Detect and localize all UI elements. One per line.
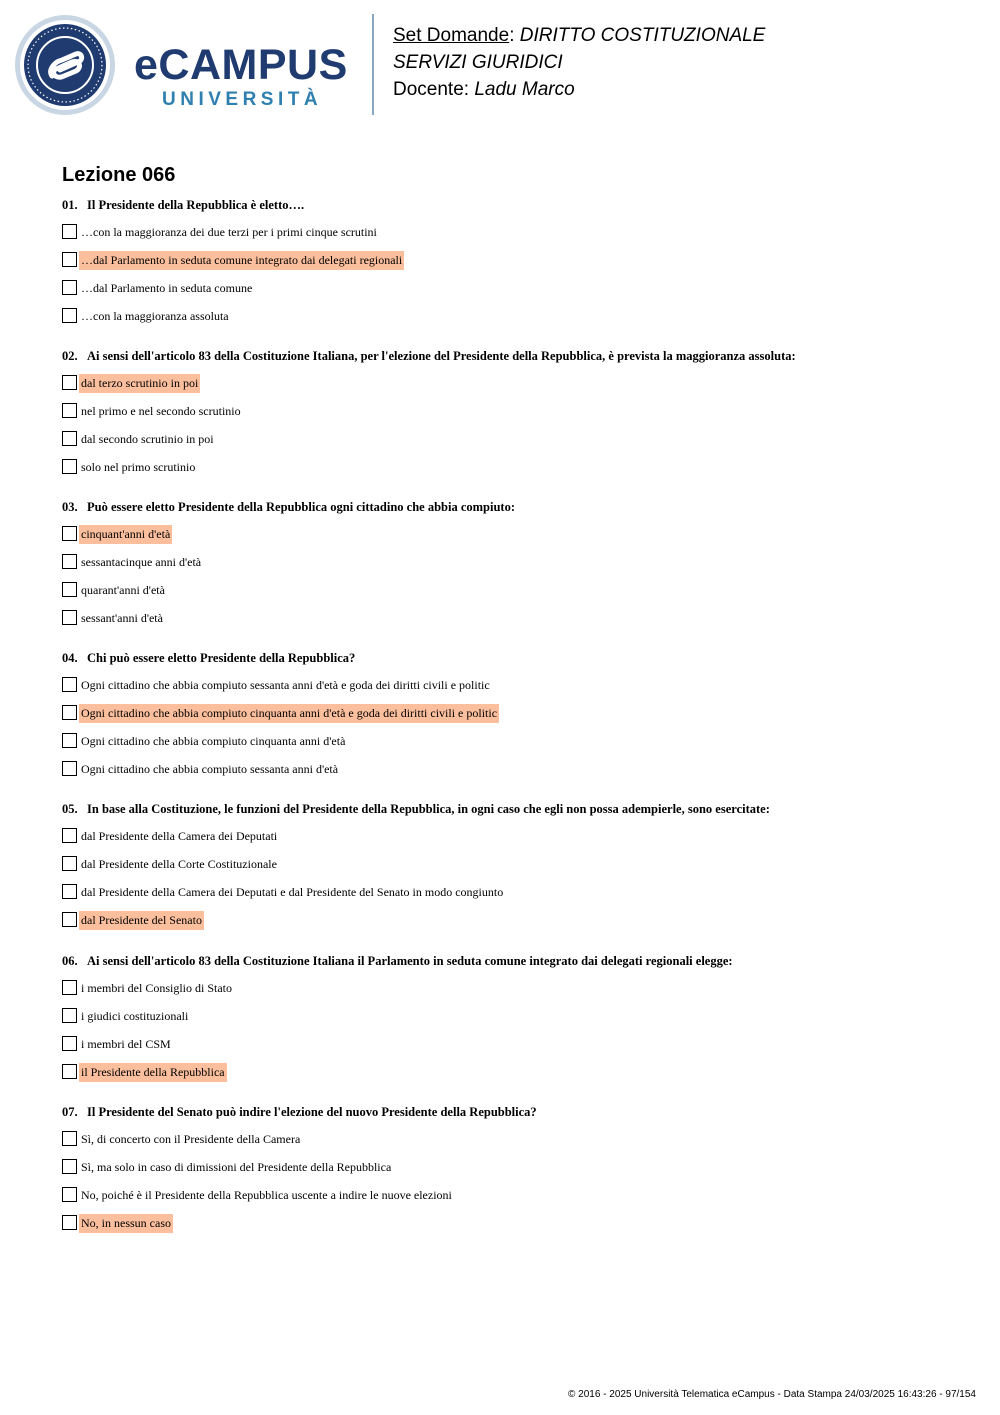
answer-checkbox[interactable] (62, 761, 77, 776)
question-1 (62, 197, 962, 335)
question-number: 01. (62, 198, 78, 212)
logo-subtitle: UNIVERSITÀ (162, 89, 323, 110)
answer-checkbox[interactable] (62, 1187, 77, 1202)
answer-checkbox[interactable] (62, 912, 77, 927)
answer-option[interactable] (62, 883, 962, 911)
answer-label-correct: …dal Parlamento in seduta comune integrato dai delegati regionali (79, 251, 404, 270)
answer-checkbox[interactable] (62, 252, 77, 267)
lesson-title: Lezione 066 (62, 164, 176, 186)
set-label: Set Domande (393, 25, 510, 46)
answer-option[interactable] (62, 374, 962, 402)
answer-checkbox[interactable] (62, 1064, 77, 1079)
answer-option[interactable] (62, 1158, 962, 1186)
answer-label: sessantacinque anni d'età (81, 555, 202, 569)
answer-label: quarant'anni d'età (81, 583, 165, 597)
answer-option[interactable] (62, 1035, 962, 1063)
question-number: 02. (62, 349, 78, 363)
answer-checkbox[interactable] (62, 1159, 77, 1174)
answer-checkbox[interactable] (62, 1008, 77, 1023)
answer-option[interactable] (62, 676, 962, 704)
answer-checkbox[interactable] (62, 554, 77, 569)
question-heading (62, 953, 962, 973)
answer-checkbox[interactable] (62, 884, 77, 899)
question-text: Può essere eletto Presidente della Repubblica ogni cittadino che abbia compiuto: (87, 500, 515, 514)
answer-label-correct: dal Presidente del Senato (79, 911, 204, 930)
set-value-line1: DIRITTO COSTITUZIONALE (519, 25, 766, 46)
question-heading (62, 499, 962, 519)
answer-checkbox[interactable] (62, 582, 77, 597)
answer-label: i membri del Consiglio di Stato (81, 981, 232, 995)
header-divider (372, 14, 374, 115)
answer-checkbox[interactable] (62, 1131, 77, 1146)
answer-option[interactable] (62, 279, 962, 307)
answer-option[interactable] (62, 458, 962, 486)
question-heading (62, 650, 962, 670)
question-7 (62, 1104, 962, 1242)
question-text: Il Presidente della Repubblica è eletto…. (87, 198, 305, 212)
answer-option[interactable] (62, 307, 962, 335)
answer-option[interactable] (62, 525, 962, 553)
answer-label: …con la maggioranza dei due terzi per i primi cinque scrutini (81, 225, 377, 239)
answer-label: No, poiché è il Presidente della Repubblica uscente a indire le nuove elezioni (81, 1188, 452, 1202)
answer-label-correct: Ogni cittadino che abbia compiuto cinquanta anni d'età e goda dei diritti civili e politic (79, 704, 499, 723)
answer-label: dal Presidente della Camera dei Deputati e dal Presidente del Senato in modo congiunto (81, 885, 504, 899)
answer-label-correct: No, in nessun caso (79, 1214, 173, 1233)
answer-option[interactable] (62, 732, 962, 760)
set-value-line2: SERVIZI GIURIDICI (393, 52, 563, 73)
answer-option[interactable] (62, 251, 962, 279)
answer-label-correct: dal terzo scrutinio in poi (79, 374, 200, 393)
question-heading (62, 1104, 962, 1124)
question-6 (62, 953, 962, 1091)
answer-option[interactable] (62, 1063, 962, 1091)
question-number: 03. (62, 500, 78, 514)
question-text: Ai sensi dell'articolo 83 della Costituzione Italiana, per l'elezione del Presidente della Repubblica, è prevista la maggioranza assoluta: (87, 349, 796, 363)
question-number: 06. (62, 954, 78, 968)
answer-checkbox[interactable] (62, 856, 77, 871)
question-heading (62, 801, 962, 821)
answer-label: solo nel primo scrutinio (81, 460, 196, 474)
question-number: 05. (62, 802, 78, 816)
question-text: Chi può essere eletto Presidente della Repubblica? (87, 651, 356, 665)
answer-label: Ogni cittadino che abbia compiuto cinquanta anni d'età (81, 734, 346, 748)
teacher-value: Ladu Marco (474, 79, 575, 100)
answer-option[interactable] (62, 402, 962, 430)
answer-label: nel primo e nel secondo scrutinio (81, 404, 241, 418)
answer-checkbox[interactable] (62, 526, 77, 541)
answer-checkbox[interactable] (62, 403, 77, 418)
answer-label: Sì, di concerto con il Presidente della Camera (81, 1132, 301, 1146)
question-number: 07. (62, 1105, 78, 1119)
answer-checkbox[interactable] (62, 733, 77, 748)
teacher-label: Docente: (393, 79, 470, 100)
question-text: In base alla Costituzione, le funzioni del Presidente della Repubblica, in ogni caso che egli non possa adempierle, sono esercitate: (87, 802, 770, 816)
answer-label: …dal Parlamento in seduta comune (81, 281, 253, 295)
question-2 (62, 348, 962, 486)
question-number: 04. (62, 651, 78, 665)
answer-label: Sì, ma solo in caso di dimissioni del Presidente della Repubblica (81, 1160, 392, 1174)
answer-label: i giudici costituzionali (81, 1009, 189, 1023)
answer-label: dal Presidente della Corte Costituzionale (81, 857, 277, 871)
answer-checkbox[interactable] (62, 705, 77, 720)
answer-option[interactable] (62, 827, 962, 855)
answer-option[interactable] (62, 609, 962, 637)
answer-checkbox[interactable] (62, 375, 77, 390)
question-4 (62, 650, 962, 788)
answer-option[interactable] (62, 1214, 962, 1242)
answer-option[interactable] (62, 704, 962, 732)
ecampus-seal-icon (14, 14, 116, 116)
question-text: Il Presidente del Senato può indire l'elezione del nuovo Presidente della Repubblica? (87, 1105, 537, 1119)
answer-option[interactable] (62, 760, 962, 788)
answer-label: sessant'anni d'età (81, 611, 163, 625)
question-text: Ai sensi dell'articolo 83 della Costituzione Italiana il Parlamento in seduta comune integrato dai delegati regionali elegge: (87, 954, 733, 968)
answer-checkbox[interactable] (62, 280, 77, 295)
answer-option[interactable] (62, 430, 962, 458)
answer-checkbox[interactable] (62, 1215, 77, 1230)
question-heading (62, 348, 962, 368)
answer-label-correct: il Presidente della Repubblica (79, 1063, 227, 1082)
answer-label: Ogni cittadino che abbia compiuto sessanta anni d'età (81, 762, 339, 776)
answer-checkbox[interactable] (62, 610, 77, 625)
question-3 (62, 499, 962, 637)
answer-option[interactable] (62, 1186, 962, 1214)
page-footer: © 2016 - 2025 Università Telematica eCampus - Data Stampa 24/03/2025 16:43:26 - 97/154 (568, 1389, 976, 1400)
answer-checkbox[interactable] (62, 828, 77, 843)
answer-label: dal secondo scrutinio in poi (81, 432, 214, 446)
answer-checkbox[interactable] (62, 459, 77, 474)
answer-checkbox[interactable] (62, 980, 77, 995)
question-heading (62, 197, 962, 217)
answer-checkbox[interactable] (62, 308, 77, 323)
answer-label: …con la maggioranza assoluta (81, 309, 229, 323)
answer-option[interactable] (62, 855, 962, 883)
answer-checkbox[interactable] (62, 431, 77, 446)
answer-option[interactable] (62, 1130, 962, 1158)
answer-checkbox[interactable] (62, 1036, 77, 1051)
answer-checkbox[interactable] (62, 224, 77, 239)
answer-checkbox[interactable] (62, 677, 77, 692)
answer-option[interactable] (62, 1007, 962, 1035)
header-info: Set Domande: DIRITTO COSTITUZIONALE SERVIZI GIURIDICI Docente: Ladu Marco (393, 25, 766, 100)
answer-label: dal Presidente della Camera dei Deputati (81, 829, 278, 843)
answer-label-correct: cinquant'anni d'età (79, 525, 172, 544)
answer-option[interactable] (62, 581, 962, 609)
page-header (0, 0, 1000, 130)
answer-label: Ogni cittadino che abbia compiuto sessanta anni d'età e goda dei diritti civili e politic (81, 678, 490, 692)
answer-option[interactable] (62, 223, 962, 251)
question-5 (62, 801, 962, 939)
ecampus-logo (14, 14, 359, 118)
answer-option[interactable] (62, 553, 962, 581)
answer-option[interactable] (62, 979, 962, 1007)
logo-wordmark: eCAMPUS (134, 41, 348, 89)
answer-option[interactable] (62, 911, 962, 939)
answer-label: i membri del CSM (81, 1037, 171, 1051)
